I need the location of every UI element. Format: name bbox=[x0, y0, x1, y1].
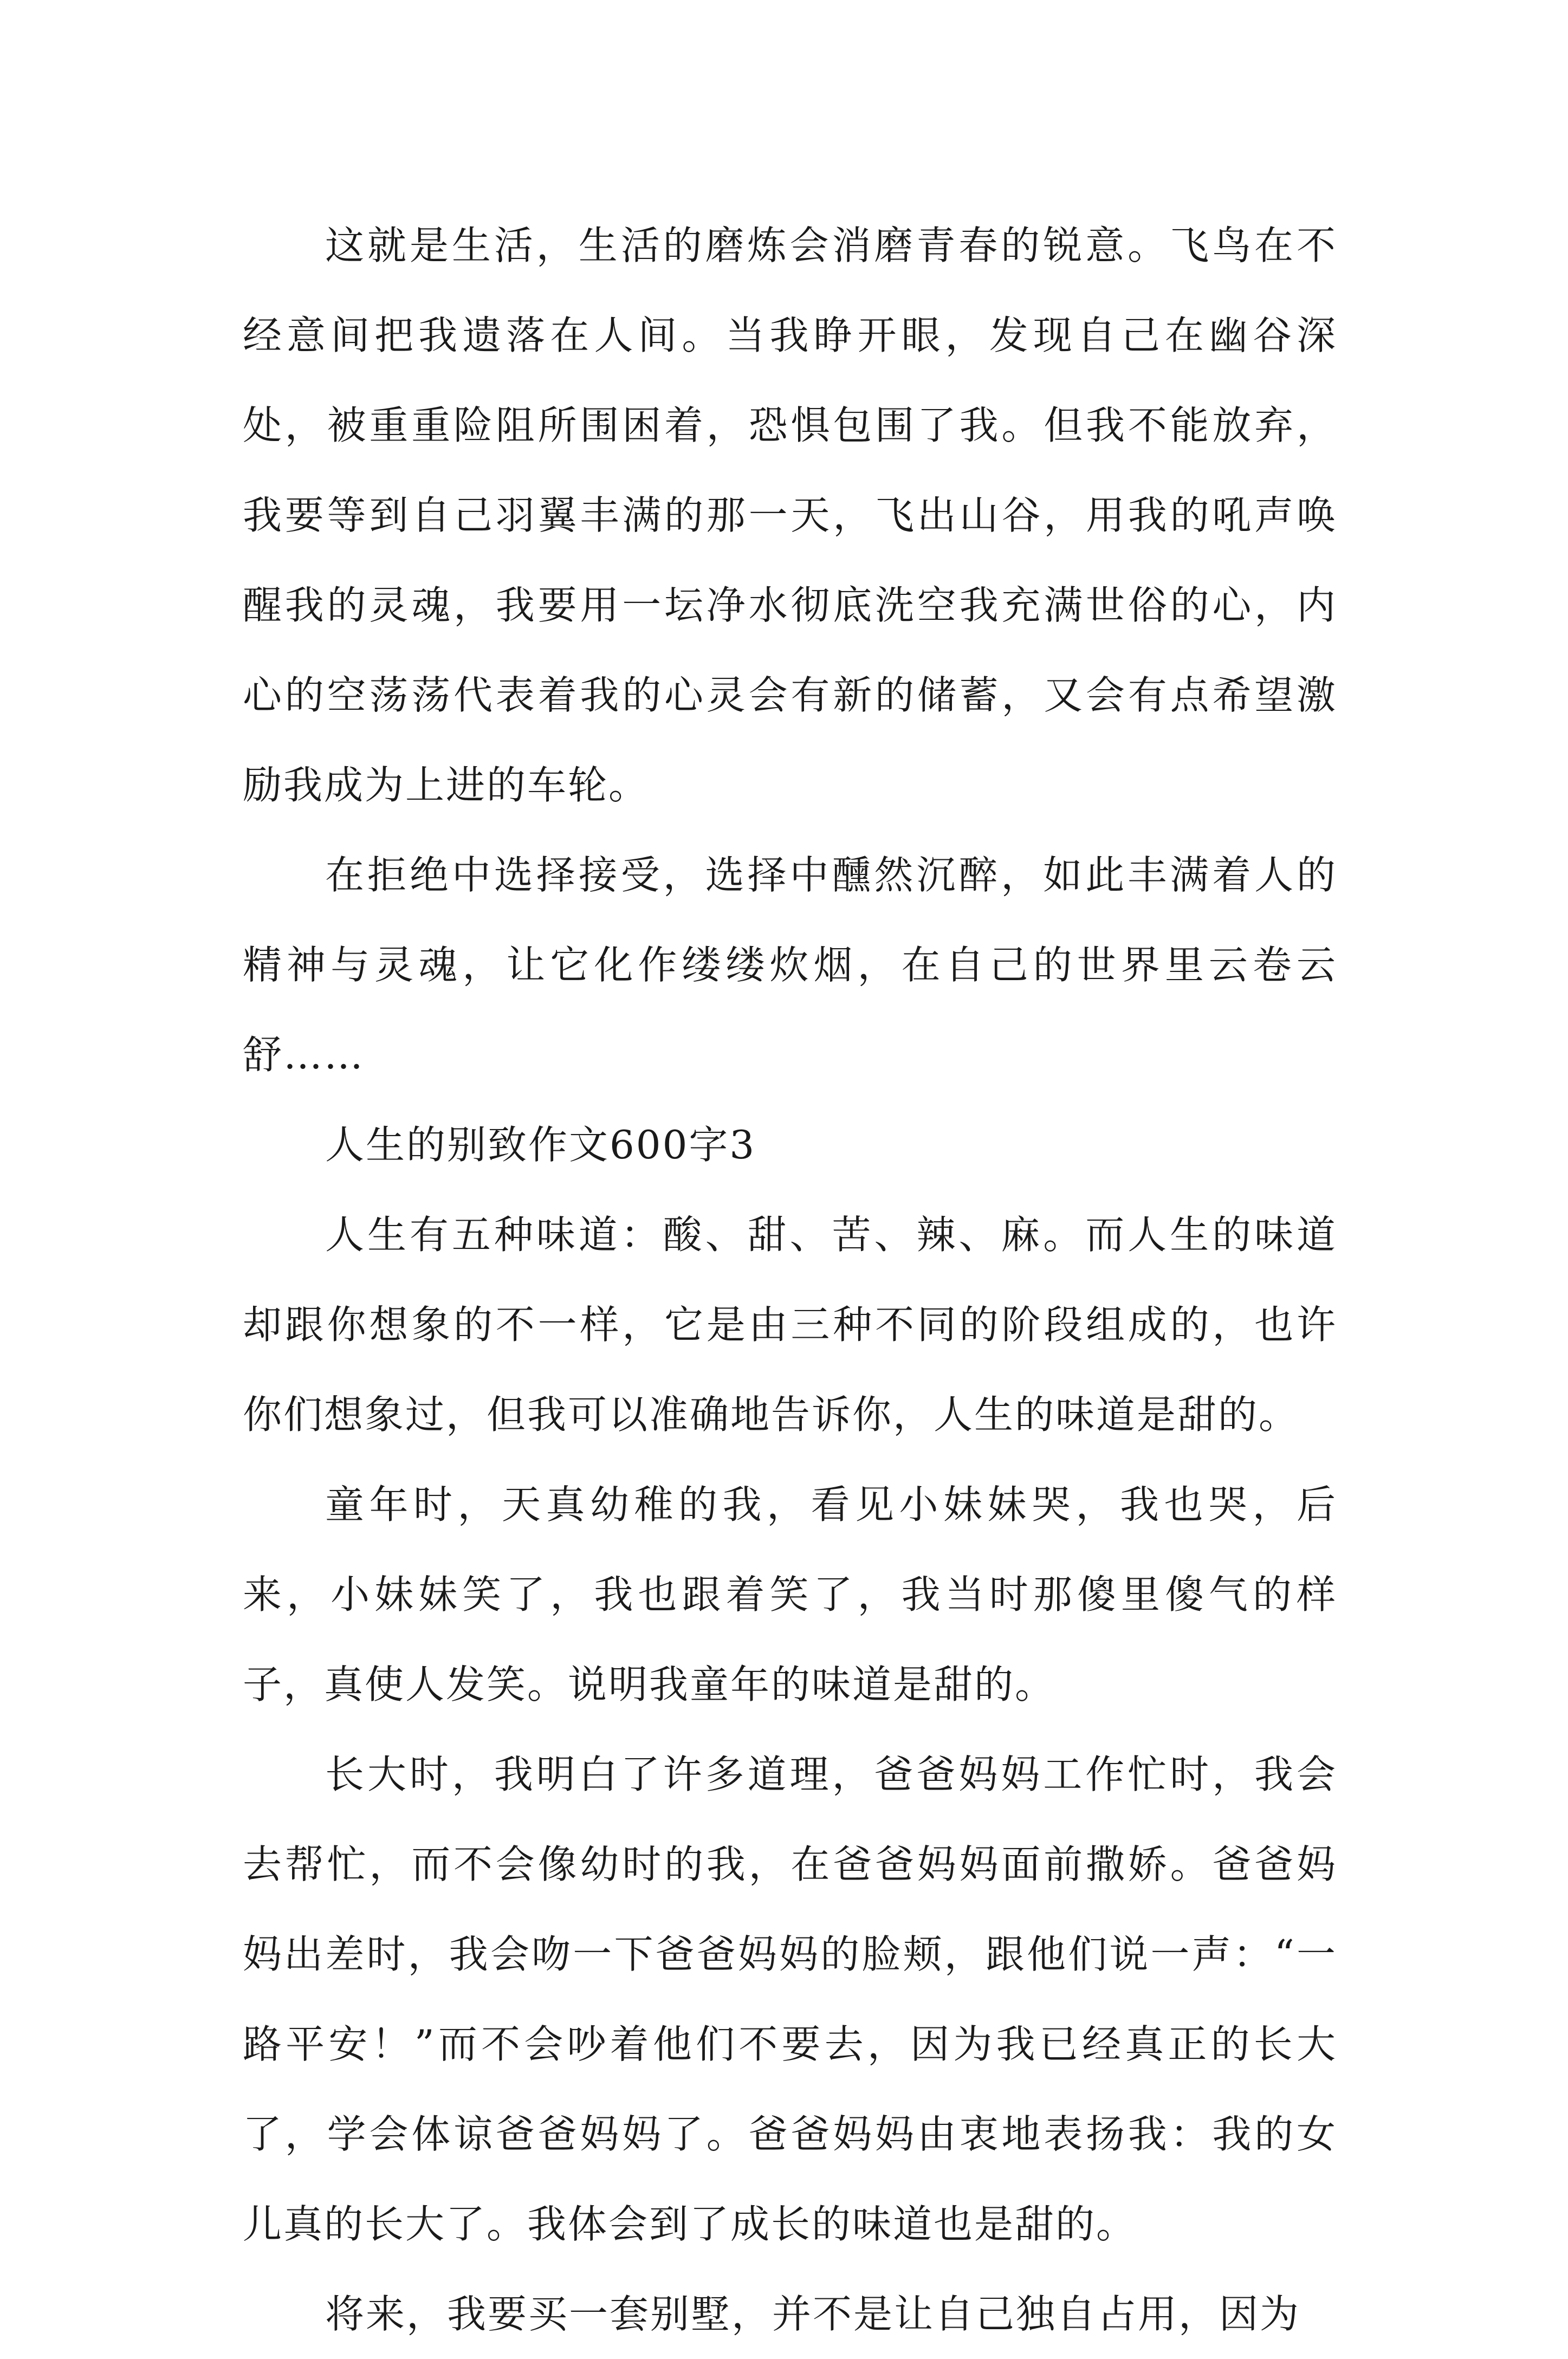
paragraph-life-tempering: 这就是生活，生活的磨炼会消磨青春的锐意。飞鸟在不经意间把我遗落在人间。当我睁开眼，发现自己在幽谷深处，被重重险阻所围困着，恐惧包围了我。但我不能放弃，我要等到自己羽翼丰满的那一天，飞出山谷，用我的吼声唤醒我的灵魂，我要用一坛净水彻底洗空我充满世俗的心，内心的空荡荡代表着我的心灵会有新的储蓄，又会有点希望激励我成为上进的车轮。 bbox=[243, 223, 1337, 808]
paragraph-future: 将来，我要买一套别墅，并不是让自己独自占用，因为 bbox=[325, 2291, 1301, 2337]
paragraph-childhood: 童年时，天真幼稚的我，看见小妹妹哭，我也哭，后来，小妹妹笑了，我也跟着笑了，我当时那傻里傻气的样子，真使人发笑。说明我童年的味道是甜的。 bbox=[243, 1482, 1337, 1707]
essay-title: 人生的别致作文600字3 bbox=[325, 1122, 756, 1168]
paragraph-accept-choice: 在拒绝中选择接受，选择中醺然沉醉，如此丰满着人的精神与灵魂，让它化作缕缕炊烟，在自己的世界里云卷云舒…… bbox=[243, 852, 1337, 1078]
paragraph-growing-up: 长大时，我明白了许多道理，爸爸妈妈工作忙时，我会去帮忙，而不会像幼时的我，在爸爸妈妈面前撒娇。爸爸妈妈出差时，我会吻一下爸爸妈妈的脸颊，跟他们说一声：“一路平安！”而不会吵着他们不要去，因为我已经真正的长大了，学会体谅爸爸妈妈了。爸爸妈妈由衷地表扬我：我的女儿真的长大了。我体会到了成长的味道也是甜的。 bbox=[243, 1752, 1337, 2247]
paragraph-five-flavors: 人生有五种味道：酸、甜、苦、辣、麻。而人生的味道却跟你想象的不一样，它是由三种不同的阶段组成的，也许你们想象过，但我可以准确地告诉你，人生的味道是甜的。 bbox=[243, 1212, 1337, 1437]
essay-body bbox=[243, 200, 1337, 2359]
